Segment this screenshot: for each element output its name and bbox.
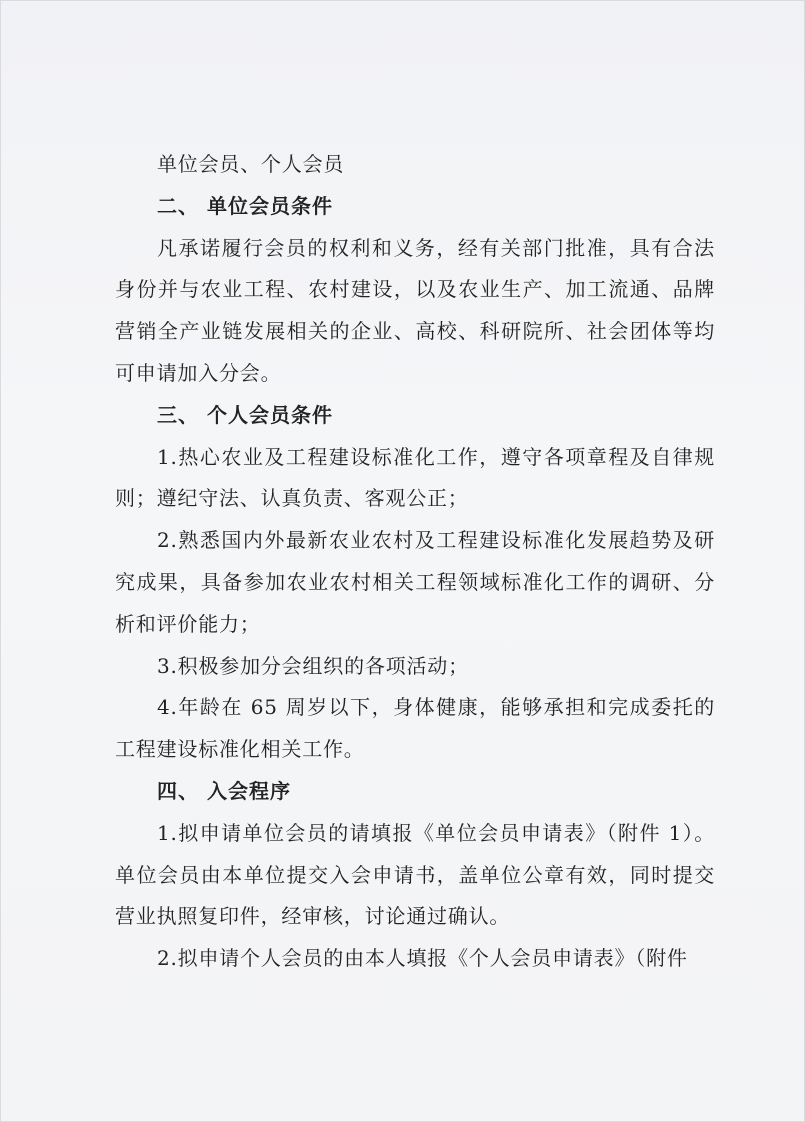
membership-types-line: 单位会员、个人会员 (157, 152, 345, 176)
document-body (115, 144, 715, 980)
section-heading-individual-member-conditions: 三、 个人会员条件 (157, 402, 333, 427)
procedure-item: 1.拟申请单位会员的请填报《单位会员申请表》（附件 1）。单位会员由本单位提交入会申请书，盖单位公章有效，同时提交营业执照复印件，经审核，讨论通过确认。 (115, 820, 715, 929)
individual-condition-item: 3.积极参加分会组织的各项活动； (157, 653, 469, 678)
individual-condition-item: 1.热心农业及工程建设标准化工作，遵守各项章程及自律规则；遵纪守法、认真负责、客观公正； (115, 444, 715, 511)
individual-condition-item: 4.年龄在 65 周岁以下，身体健康，能够承担和完成委托的工程建设标准化相关工作。 (115, 695, 715, 762)
section-heading-unit-member-conditions: 二、 单位会员条件 (157, 193, 333, 218)
section-heading-membership-procedure: 四、 入会程序 (157, 778, 291, 803)
procedure-item: 2.拟申请个人会员的由本人填报《个人会员申请表》（附件 (157, 946, 688, 971)
individual-condition-item: 2.熟悉国内外最新农业农村及工程建设标准化发展趋势及研究成果，具备参加农业农村相关工程领域标准化工作的调研、分析和评价能力； (115, 528, 715, 636)
unit-member-conditions-paragraph: 凡承诺履行会员的权利和义务，经有关部门批准，具有合法身份并与农业工程、农村建设，以及农业生产、加工流通、品牌营销全产业链发展相关的企业、高校、科研院所、社会团体等均可申请加入分会。 (115, 235, 715, 385)
